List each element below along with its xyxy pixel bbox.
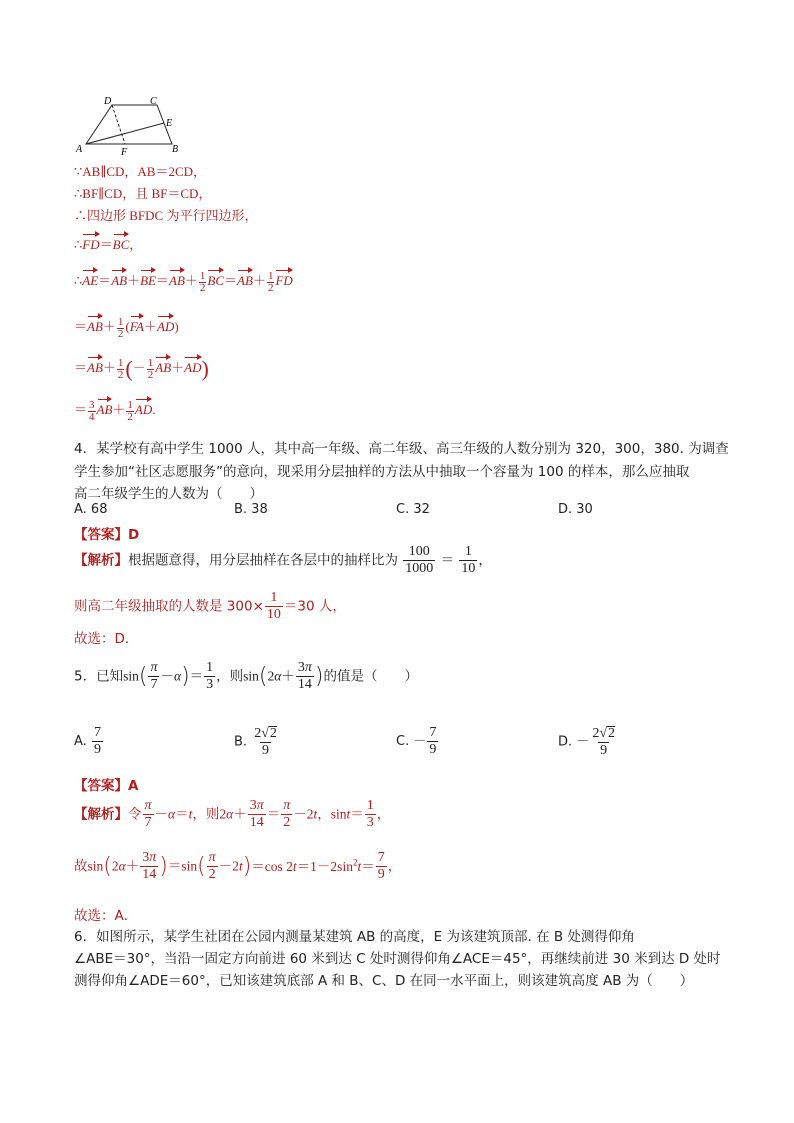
q6-stem-line-2: ∠ABE＝30°，当沿一固定方向前进 60 米到达 C 处时测得仰角∠ACE＝45°，再继续前进 30 米到达 D 处时 — [74, 951, 721, 967]
q4-answer: 【答案】D — [74, 527, 140, 543]
proof-line-4: ∴FD＝BC， — [74, 237, 143, 252]
q4-option-d: D. 30 — [558, 502, 593, 517]
q6-stem-line-1: 6．如图所示，某学生社团在公园内测量某建筑 AB 的高度，E 为该建筑顶部. 在 B 处测得仰角 — [74, 929, 635, 945]
trapezoid-diagram — [70, 94, 190, 156]
q4-option-c: C. 32 — [396, 502, 430, 517]
q4-stem-line-2: 学生参加“社区志愿服务”的意向，现采用分层抽样的方法从中抽取一个容量为 100 的样本，那么应抽取 — [74, 464, 690, 480]
label-A: A — [76, 144, 83, 155]
q4-stem-line-1: 4．某学校有高中学生 1000 人，其中高一年级、高二年级、高三年级的人数分别为 320，300，380. 为调查 — [74, 441, 729, 457]
q4-choose: 故选：D． — [74, 631, 139, 647]
q5-analysis-line-2: 故sin(2α＋ $\frac{3\pi}{14}$ )＝sin( $\frac{\pi}{2}$ －2t)＝cos $2t=1-2\sin^2t=$ $\frac{7}{9}$ ， — [74, 850, 402, 882]
label-E: E — [166, 118, 173, 129]
q4-stem-line-3: 高二年级学生的人数为（ ） — [74, 486, 263, 502]
q5-option-a: A. $\frac{7}{9}$ — [74, 725, 101, 757]
q6-stem-line-3: 测得仰角∠ADE＝60°，已知该建筑底部 A 和 B、C、D 在同一水平面上，则该建筑高度 AB 为（ ） — [74, 973, 694, 989]
label-C: C — [150, 96, 157, 107]
proof-line-2: ∴BF∥CD，且 BF＝CD， — [74, 186, 212, 201]
q4-analysis: 【解析】根据题意得，用分层抽样在各层中的抽样比为 $\frac{100}{1000}$ ＝ $\frac{1}{10}$ ， — [74, 544, 492, 576]
proof-line-5: ∴AE＝AB＋BE＝AB＋ $\frac{1}{2}$ BC＝AB＋ $\frac{1}{2}$ FD — [74, 269, 293, 294]
proof-line-6: ＝AB＋ $\frac{1}{2}$ (FA＋AD) — [74, 315, 179, 340]
proof-line-3: ∴四边形 BFDC 为平行四边形， — [74, 208, 258, 223]
q5-stem: 5．已知sin( $\frac{\pi}{7}$ －α)＝ $\frac{1}{3}$ ，则sin(2α＋ $\frac{3\pi}{14}$ )的值是（ ） — [74, 660, 418, 692]
label-F: F — [121, 147, 128, 156]
label-B: B — [172, 144, 179, 155]
q4-analysis-line-2: 则高二年级抽取的人数是 300× $\frac{1}{10}$ ＝30 人， — [74, 590, 346, 622]
proof-line-1: ∵AB∥CD，AB＝2CD， — [74, 164, 207, 179]
q5-answer: 【答案】A — [74, 778, 139, 794]
q4-option-a: A. 68 — [74, 502, 108, 517]
q5-analysis-line-1: 【解析】令 $\frac{\pi}{7}$ －α＝t，则2α＋ $\frac{3\pi}{14}$ ＝ $\frac{\pi}{2}$ －2t，sint＝ $\frac{1}{3}$ ， — [74, 798, 391, 830]
q5-option-c: C. － $\frac{7}{9}$ — [396, 725, 437, 757]
q4-option-b: B. 38 — [234, 502, 268, 517]
q5-option-b: B. $\frac{2√2}{9}$ — [234, 726, 277, 758]
proof-line-7: ＝AB＋ $\frac{1}{2}$ (－ $\frac{1}{2}$ AB＋AD) — [74, 356, 209, 381]
q5-choose: 故选：A． — [74, 908, 138, 924]
proof-line-8: ＝ $\frac{3}{4}$ AB＋ $\frac{1}{2}$ AD. — [74, 398, 156, 423]
label-D: D — [104, 96, 112, 107]
q5-option-d: D. － $\frac{2√2}{9}$ — [558, 726, 615, 758]
